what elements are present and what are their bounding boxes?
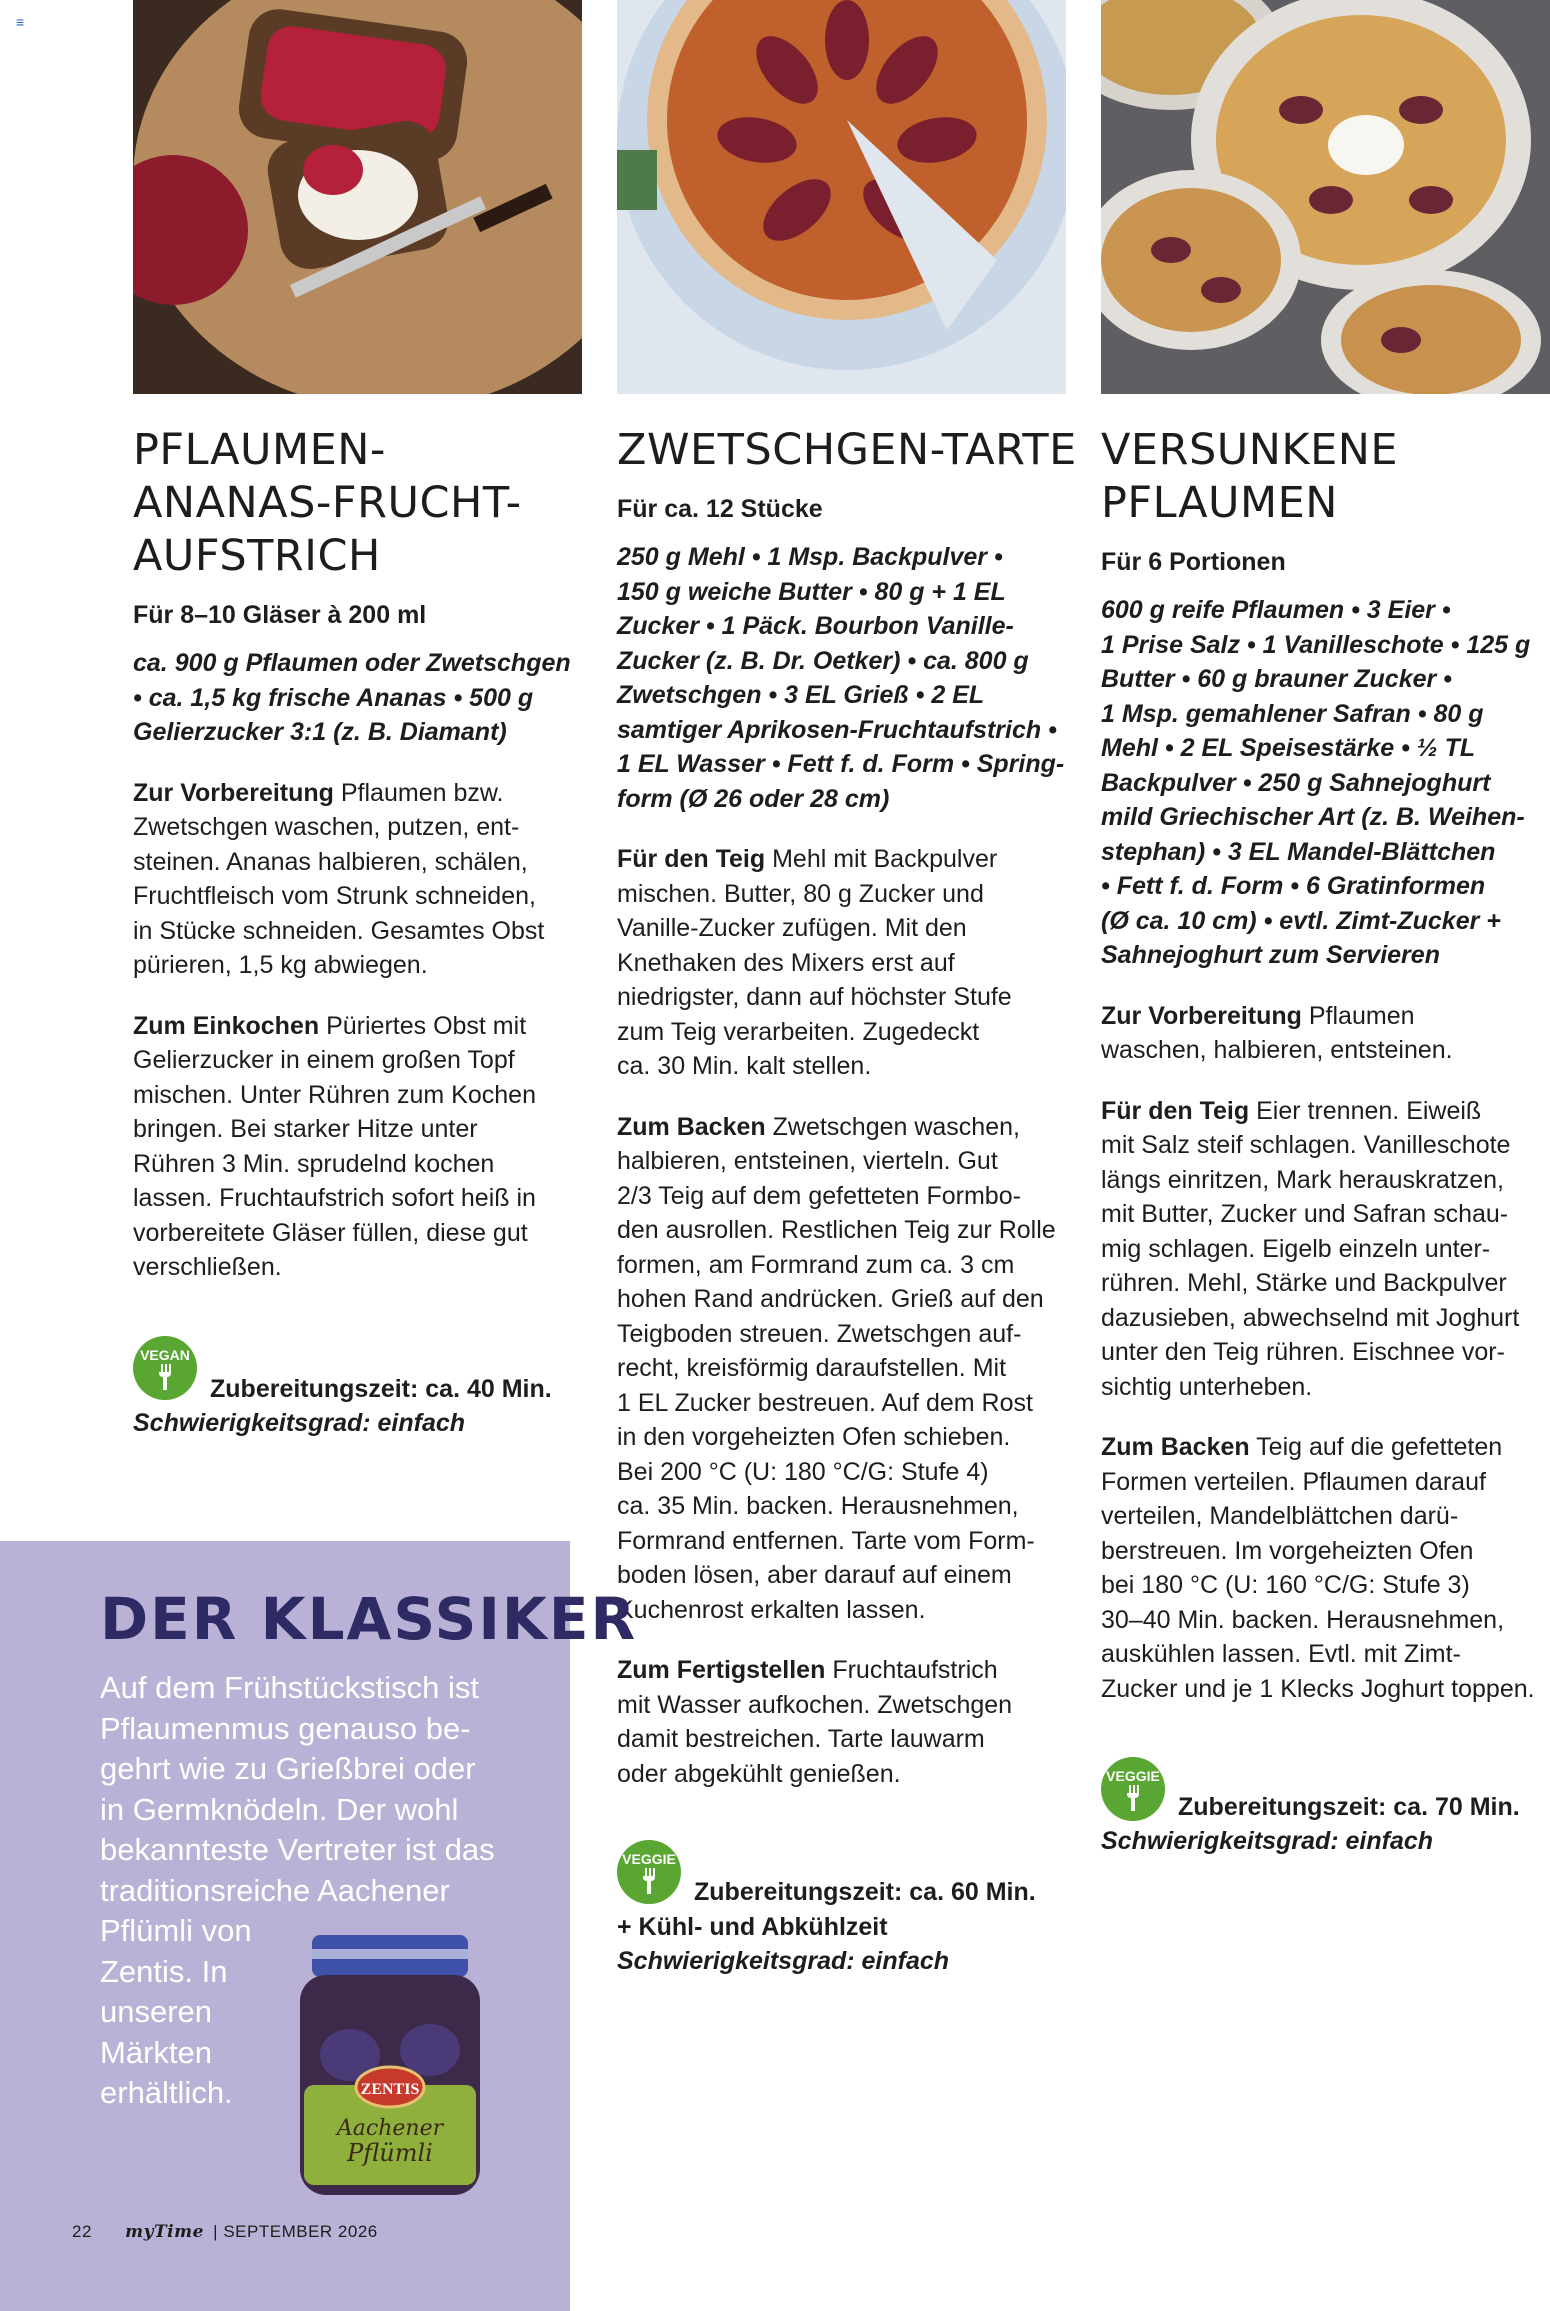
prep-time-line: Zubereitungszeit: ca. 70 Min. bbox=[1178, 1793, 1520, 1821]
klassiker-line: unseren bbox=[100, 1994, 213, 2029]
step-line: mischen. Butter, 80 g Zucker und bbox=[617, 879, 984, 908]
step-line: Formrand entfernen. Tarte vom Form- bbox=[617, 1526, 1035, 1555]
title-line: PFLAUMEN bbox=[1101, 478, 1338, 528]
veggie-badge-icon: VEGGIE bbox=[1101, 1757, 1165, 1821]
step-line: recht, kreisförmig daraufstellen. Mit bbox=[617, 1354, 1007, 1382]
prep-time-line: Zubereitungszeit: ca. 60 Min. bbox=[694, 1878, 1036, 1906]
step-line: dazusieben, abwechselnd mit Joghurt bbox=[1101, 1303, 1520, 1332]
step-line: Teig auf die gefetteten bbox=[1249, 1433, 1503, 1461]
step-line: Teigboden streuen. Zwetschgen auf- bbox=[617, 1319, 1022, 1348]
step-line: berstreuen. Im vorgeheizten Ofen bbox=[1101, 1536, 1474, 1565]
step-heading: Für den Teig bbox=[1101, 1096, 1250, 1125]
ingredient-line: Butter • 60 g brauner Zucker • bbox=[1101, 665, 1452, 693]
recipe-step bbox=[617, 1653, 1077, 1791]
title-line: ZWETSCHGEN-TARTE bbox=[617, 425, 1077, 475]
ingredient-line: Zwetschgen • 3 EL Grieß • 2 EL bbox=[617, 681, 985, 709]
prep-time-extra: + Kühl- und Abkühlzeit bbox=[617, 1913, 888, 1941]
recipe-ingredients bbox=[617, 540, 1077, 816]
title-line: PFLAUMEN- bbox=[133, 425, 386, 475]
step-heading: Zum Backen bbox=[1101, 1433, 1250, 1461]
ingredient-line: 150 g weiche Butter • 80 g + 1 EL bbox=[617, 577, 1006, 606]
prep-time bbox=[1178, 1790, 1520, 1825]
klassiker-line: in Germknödeln. Der wohl bbox=[100, 1791, 459, 1827]
recipe-step bbox=[1101, 1430, 1550, 1706]
recipe-ingredients bbox=[133, 646, 583, 750]
step-line: auskühlen lassen. Evtl. mit Zimt- bbox=[1101, 1640, 1461, 1668]
footer-divider: | bbox=[213, 2222, 219, 2241]
step-line: niedrigster, dann auf höchster Stufe bbox=[617, 983, 1012, 1011]
step-heading: Zum Backen bbox=[617, 1112, 766, 1141]
step-line: unter den Teig rühren. Eischnee vor- bbox=[1101, 1338, 1505, 1366]
ingredient-line: Sahnejoghurt zum Servieren bbox=[1101, 941, 1440, 969]
step-line: 2/3 Teig auf dem gefetteten Formbo- bbox=[617, 1181, 1021, 1210]
step-line: formen, am Formrand zum ca. 3 cm bbox=[617, 1250, 1015, 1279]
step-line: waschen, halbieren, entsteinen. bbox=[1101, 1036, 1453, 1064]
step-line: Pflaumen bzw. bbox=[333, 778, 504, 807]
recipe-serves: Für ca. 12 Stücke bbox=[617, 495, 823, 523]
klassiker-line: Pflümli von bbox=[100, 1913, 252, 1948]
recipe-serves: Für 8–10 Gläser à 200 ml bbox=[133, 601, 427, 629]
klassiker-line: Pflaumenmus genauso be- bbox=[100, 1710, 471, 1746]
step-line: Rühren 3 Min. sprudelnd kochen bbox=[133, 1149, 495, 1178]
step-line: oder abgekühlt genießen. bbox=[617, 1759, 901, 1788]
klassiker-line: Auf dem Frühstückstisch ist bbox=[100, 1670, 480, 1705]
step-heading: Zur Vorbereitung bbox=[133, 778, 334, 807]
jar-brand: ZENTIS bbox=[360, 2081, 420, 2098]
recipe-2 bbox=[617, 424, 1077, 1791]
step-line: Vanille-Zucker zufügen. Mit den bbox=[617, 914, 967, 942]
step-line: halbieren, entsteinen, vierteln. Gut bbox=[617, 1147, 998, 1175]
klassiker-line: erhältlich. bbox=[100, 2075, 233, 2110]
step-line: hohen Rand andrücken. Grieß auf den bbox=[617, 1285, 1044, 1313]
klassiker-line: bekannteste Vertreter ist das bbox=[100, 1832, 495, 1867]
step-line: mit Wasser aufkochen. Zwetschgen bbox=[617, 1690, 1013, 1719]
klassiker-line: Zentis. In bbox=[100, 1953, 228, 1989]
ingredient-line: samtiger Aprikosen-Fruchtaufstrich • bbox=[617, 715, 1057, 744]
step-line: den ausrollen. Restlichen Teig zur Rolle bbox=[617, 1216, 1056, 1244]
step-line: bringen. Bei starker Hitze unter bbox=[133, 1115, 478, 1143]
photo-plum-tart bbox=[617, 0, 1066, 394]
step-line: sichtig unterheben. bbox=[1101, 1372, 1313, 1401]
step-line: zum Teig verarbeiten. Zugedeckt bbox=[617, 1017, 980, 1046]
step-line: Knethaken des Mixers erst auf bbox=[617, 948, 955, 977]
step-line: mit Butter, Zucker und Safran schau- bbox=[1101, 1200, 1509, 1228]
step-line: Zwetschgen waschen, bbox=[765, 1112, 1020, 1141]
difficulty: Schwierigkeitsgrad: einfach bbox=[133, 1409, 466, 1437]
recipe-step bbox=[617, 1110, 1077, 1628]
step-line: rühren. Mehl, Stärke und Backpulver bbox=[1101, 1269, 1507, 1297]
recipe-1 bbox=[133, 424, 583, 1285]
klassiker-line: gehrt wie zu Grießbrei oder bbox=[100, 1751, 476, 1786]
difficulty: Schwierigkeitsgrad: einfach bbox=[1101, 1827, 1434, 1855]
ingredient-line: Zucker • 1 Päck. Bourbon Vanille- bbox=[617, 612, 1014, 640]
step-line: 1 EL Zucker bestreuen. Auf dem Rost bbox=[617, 1388, 1033, 1417]
step-line: ca. 35 Min. backen. Herausnehmen, bbox=[617, 1492, 1019, 1520]
title-line: VERSUNKENE bbox=[1101, 425, 1399, 475]
ingredient-line: • ca. 1,5 kg frische Ananas • 500 g bbox=[133, 683, 534, 712]
step-line: Eier trennen. Eiweiß bbox=[1249, 1096, 1482, 1125]
photo-bread-jam bbox=[133, 0, 582, 394]
issue-date: SEPTEMBER 2026 bbox=[223, 2222, 378, 2241]
step-line: damit bestreichen. Tarte lauwarm bbox=[617, 1725, 985, 1753]
step-line: Kuchenrost erkalten lassen. bbox=[617, 1595, 926, 1624]
recipe-step bbox=[133, 1009, 583, 1285]
title-line: ANANAS-FRUCHT- bbox=[133, 478, 522, 528]
ingredient-line: stephan) • 3 EL Mandel-Blättchen bbox=[1101, 837, 1496, 866]
ingredient-line: Backpulver • 250 g Sahnejoghurt bbox=[1101, 768, 1491, 797]
ingredient-line: (Ø ca. 10 cm) • evtl. Zimt-Zucker + bbox=[1101, 906, 1501, 935]
ingredient-line: Gelierzucker 3:1 (z. B. Diamant) bbox=[133, 718, 507, 746]
step-heading: Zum Einkochen bbox=[133, 1011, 320, 1040]
step-line: steinen. Ananas halbieren, schälen, bbox=[133, 847, 528, 876]
ingredient-line: • Fett f. d. Form • 6 Gratinformen bbox=[1101, 872, 1486, 900]
step-line: in Stücke schneiden. Gesamtes Obst bbox=[133, 916, 545, 945]
menu-icon[interactable]: ≡ bbox=[16, 14, 25, 30]
step-line: Bei 200 °C (U: 180 °C/G: Stufe 4) bbox=[617, 1457, 989, 1486]
step-line: verschließen. bbox=[133, 1253, 282, 1281]
page-footer bbox=[72, 2222, 378, 2242]
step-line: Zucker und je 1 Klecks Joghurt toppen. bbox=[1101, 1674, 1535, 1703]
jar-label-line: Aachener bbox=[336, 2116, 444, 2141]
step-heading: Für den Teig bbox=[617, 845, 766, 873]
prep-time bbox=[210, 1372, 552, 1407]
recipe-title bbox=[617, 424, 1077, 477]
recipe-title bbox=[133, 424, 583, 583]
ingredient-line: 250 g Mehl • 1 Msp. Backpulver • bbox=[617, 543, 1003, 571]
step-line: bei 180 °C (U: 160 °C/G: Stufe 3) bbox=[1101, 1571, 1470, 1599]
recipe-step bbox=[1101, 999, 1550, 1068]
step-line: Formen verteilen. Pflaumen darauf bbox=[1101, 1467, 1486, 1496]
step-line: ca. 30 Min. kalt stellen. bbox=[617, 1052, 872, 1080]
recipe-step bbox=[1101, 1094, 1550, 1405]
step-line: Püriertes Obst mit bbox=[319, 1011, 527, 1040]
zentis-jar-image bbox=[290, 1935, 490, 2200]
recipe-serves: Für 6 Portionen bbox=[1101, 548, 1286, 576]
ingredient-line: form (Ø 26 oder 28 cm) bbox=[617, 784, 890, 813]
step-line: Gelierzucker in einem großen Topf bbox=[133, 1046, 515, 1074]
step-line: boden lösen, aber darauf auf einem bbox=[617, 1561, 1012, 1589]
step-line: mit Salz steif schlagen. Vanilleschote bbox=[1101, 1131, 1511, 1159]
veggie-badge-icon: VEGGIE bbox=[617, 1840, 681, 1904]
step-line: pürieren, 1,5 kg abwiegen. bbox=[133, 951, 428, 979]
page-number: 22 bbox=[72, 2222, 92, 2241]
prep-time bbox=[694, 1875, 1036, 1910]
difficulty: Schwierigkeitsgrad: einfach bbox=[617, 1947, 950, 1975]
step-line: Zwetschgen waschen, putzen, ent- bbox=[133, 813, 520, 841]
step-line: lassen. Fruchtaufstrich sofort heiß in bbox=[133, 1184, 536, 1212]
ingredient-line: Zucker (z. B. Dr. Oetker) • ca. 800 g bbox=[617, 646, 1029, 675]
klassiker-title: DER KLASSIKER bbox=[100, 1585, 638, 1653]
ingredient-line: 1 EL Wasser • Fett f. d. Form • Spring- bbox=[617, 750, 1065, 778]
step-heading: Zur Vorbereitung bbox=[1101, 1001, 1302, 1030]
vegan-badge-icon: VEGAN bbox=[133, 1336, 197, 1400]
prep-time-line: Zubereitungszeit: ca. 40 Min. bbox=[210, 1375, 552, 1403]
ingredient-line: 1 Msp. gemahlener Safran • 80 g bbox=[1101, 699, 1484, 728]
step-line: mischen. Unter Rühren zum Kochen bbox=[133, 1080, 536, 1109]
recipe-ingredients bbox=[1101, 593, 1550, 973]
step-line: Fruchtfleisch vom Strunk schneiden, bbox=[133, 882, 536, 910]
step-line: in den vorgeheizten Ofen schieben. bbox=[617, 1423, 1011, 1451]
recipe-step bbox=[133, 776, 583, 983]
klassiker-line: Märkten bbox=[100, 2034, 212, 2070]
step-line: vorbereitete Gläser füllen, diese gut bbox=[133, 1218, 528, 1247]
step-line: Fruchtaufstrich bbox=[825, 1656, 998, 1684]
step-line: verteilen, Mandelblättchen darü- bbox=[1101, 1502, 1459, 1530]
recipe-step bbox=[617, 842, 1077, 1084]
jar-label-line: Pflümli bbox=[347, 2139, 433, 2167]
ingredient-line: mild Griechischer Art (z. B. Weihen- bbox=[1101, 803, 1525, 831]
recipe-title bbox=[1101, 424, 1550, 530]
ingredient-line: 1 Prise Salz • 1 Vanilleschote • 125 g bbox=[1101, 630, 1531, 659]
step-line: Mehl mit Backpulver bbox=[765, 845, 998, 873]
step-heading: Zum Fertigstellen bbox=[617, 1656, 826, 1684]
step-line: mig schlagen. Eigelb einzeln unter- bbox=[1101, 1234, 1491, 1263]
ingredient-line: 600 g reife Pflaumen • 3 Eier • bbox=[1101, 596, 1451, 624]
photo-sunken-plums bbox=[1101, 0, 1550, 394]
ingredient-line: ca. 900 g Pflaumen oder Zwetschgen bbox=[133, 649, 571, 677]
step-line: Pflaumen bbox=[1301, 1001, 1415, 1030]
klassiker-line: traditionsreiche Aachener bbox=[100, 1872, 450, 1908]
recipe-3 bbox=[1101, 424, 1550, 1706]
step-line: längs einritzen, Mark herauskratzen, bbox=[1101, 1165, 1504, 1194]
step-line: 30–40 Min. backen. Herausnehmen, bbox=[1101, 1605, 1505, 1634]
ingredient-line: Mehl • 2 EL Speisestärke • ½ TL bbox=[1101, 734, 1476, 762]
magazine-brand: myTime bbox=[125, 2222, 204, 2242]
title-line: AUFSTRICH bbox=[133, 531, 381, 581]
